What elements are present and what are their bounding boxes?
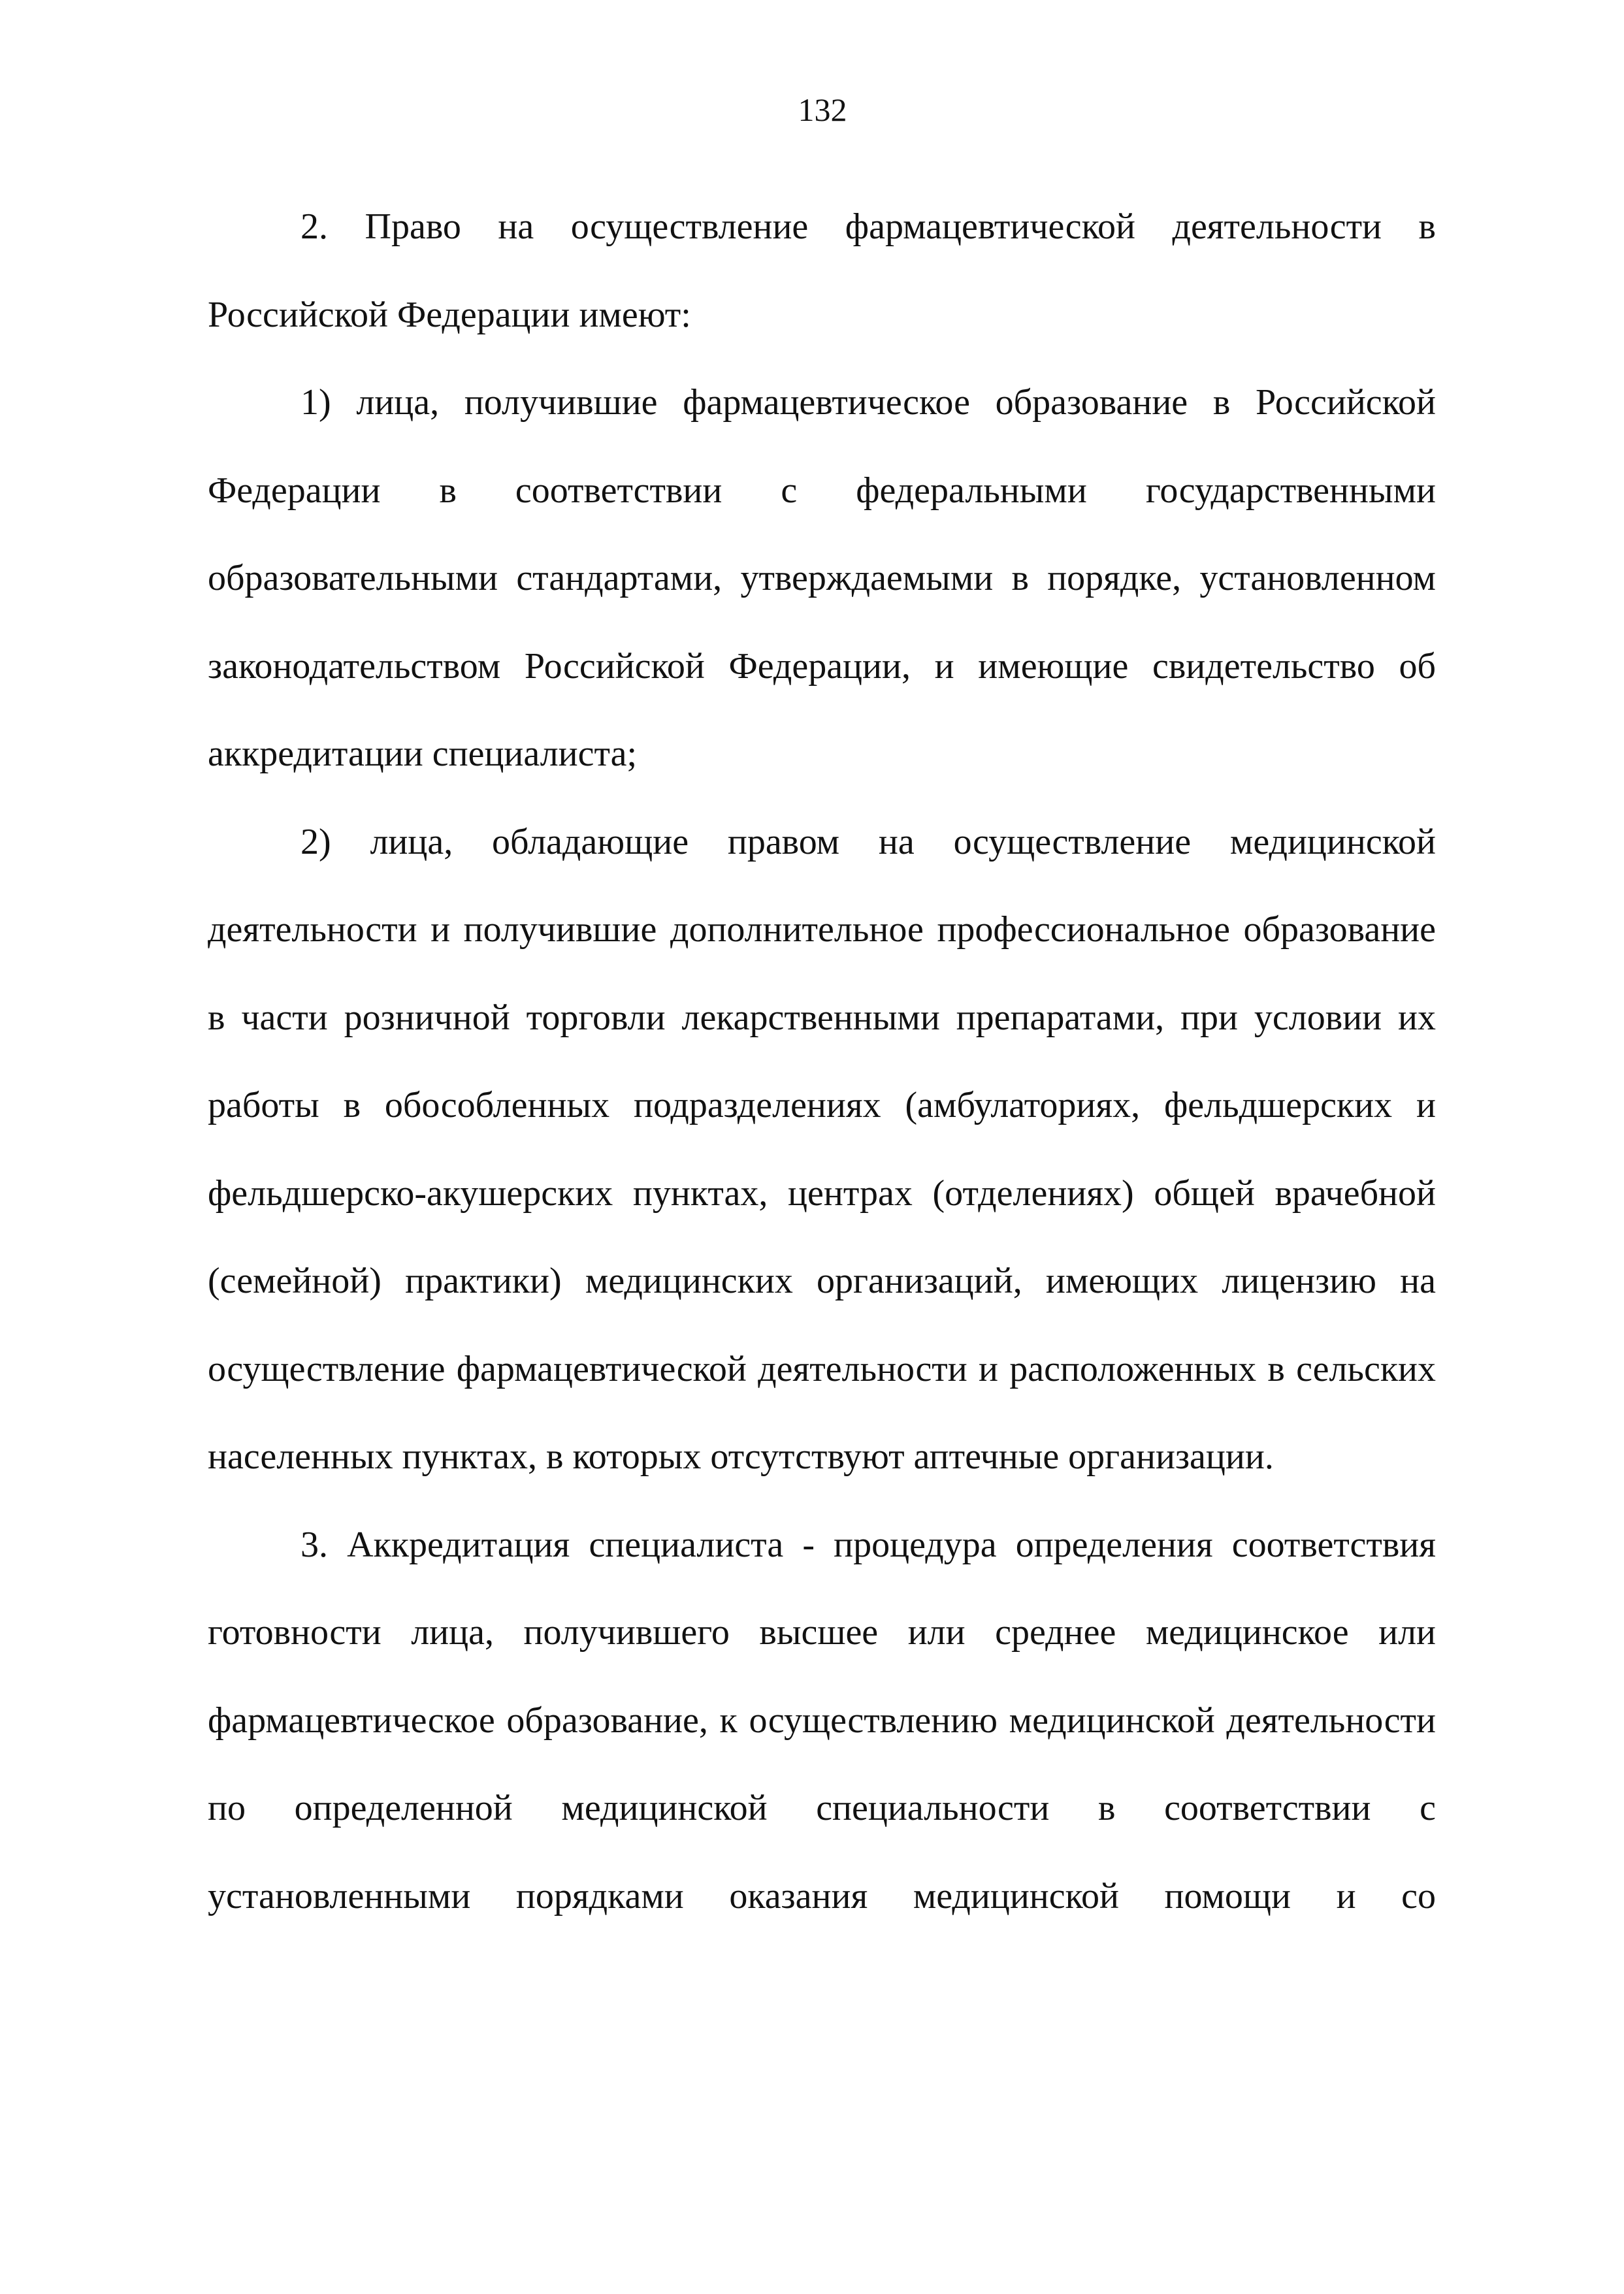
paragraph-3: 3. Аккредитация специалиста - процедура определения соответствия готовности лица, получившего высшее или среднее медицинское или фармацевтическое образование, к осуществлению медицинской деятельности по определенной медицинской специальности в соответствии с установленными порядками оказания медицинской помощи и со	[208, 1524, 1436, 1916]
page-number: 132	[798, 91, 847, 128]
body-text	[208, 183, 1436, 1940]
paragraph-2-item-2: 2) лица, обладающие правом на осуществление медицинской деятельности и получившие дополнительное профессиональное образование в части розничной торговли лекарственными препаратами, при условии их работы в обособленных подразделениях (амбулаториях, фельдшерских и фельдшерско-акушерских пунктах, центрах (отделениях) общей врачебной (семейной) практики) медицинских организаций, имеющих лицензию на осуществление фармацевтической деятельности и расположенных в сельских населенных пунктах, в которых отсутствуют аптечные организации.	[208, 821, 1436, 1477]
paragraph-2-item-1: 1) лица, получившие фармацевтическое образование в Российской Федерации в соответствии с федеральными государственными образовательными стандартами, утверждаемыми в порядке, установленном законодательством Российской Федерации, и имеющие свидетельство об аккредитации специалиста;	[208, 382, 1436, 774]
paragraph-2: 2. Право на осуществление фармацевтической деятельности в Российской Федерации имеют:	[208, 206, 1436, 335]
